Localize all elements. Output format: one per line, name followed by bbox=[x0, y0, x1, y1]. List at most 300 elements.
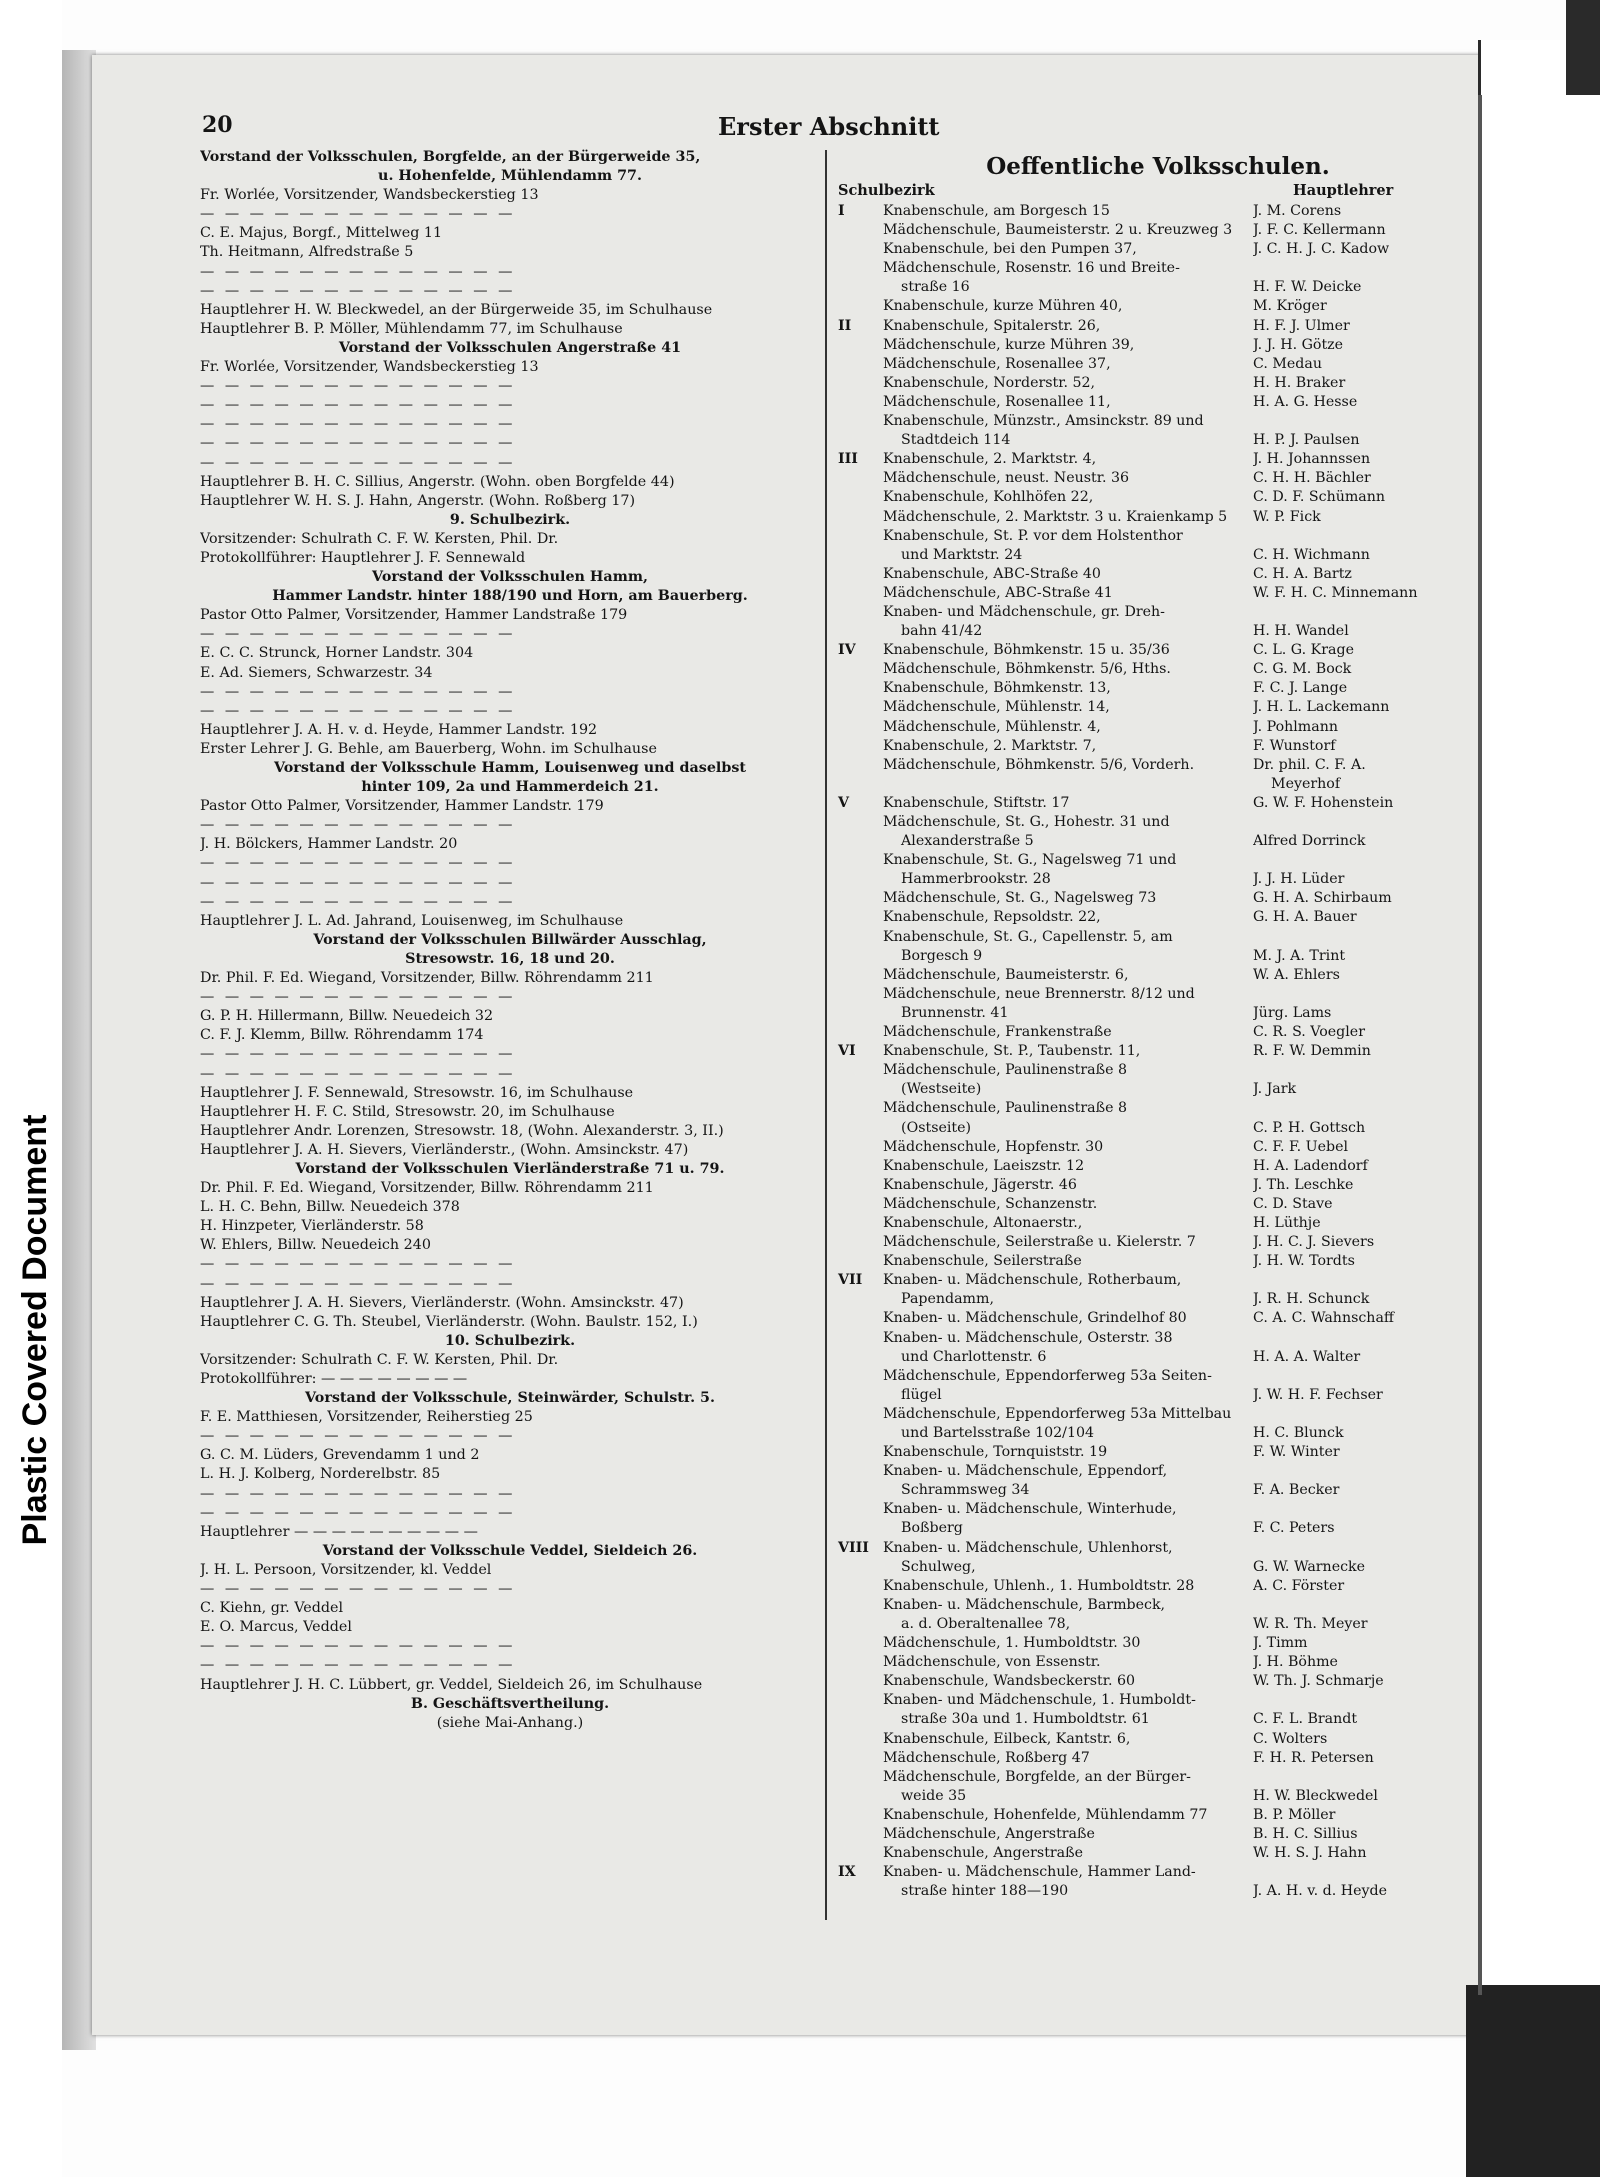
vacancy-dash-line: — — — — — — — — — — — — — bbox=[200, 397, 516, 414]
text-line: J. H. Bölckers, Hammer Landstr. 20 bbox=[200, 836, 458, 853]
school-row bbox=[838, 1787, 1438, 1806]
school-name: Mädchenschule, Rosenstr. 16 und Breite- bbox=[883, 260, 1180, 277]
text-line: Hauptlehrer J. A. H. Sievers, Vierländerstr., (Wohn. Amsinckstr. 47) bbox=[200, 1141, 689, 1158]
headteacher-name: J. J. H. Götze bbox=[1253, 336, 1344, 353]
school-name: Stadtdeich 114 bbox=[883, 432, 1011, 449]
headteacher-name: H. C. Blunck bbox=[1253, 1425, 1344, 1441]
headteacher-name: C. R. S. Voegler bbox=[1253, 1024, 1365, 1041]
school-name: Mädchenschule, Paulinenstraße 8 bbox=[883, 1062, 1128, 1079]
school-name: Mädchenschule, neue Brennerstr. 8/12 und bbox=[883, 985, 1195, 1002]
vacancy-dash-line: — — — — — — — — — — — — — bbox=[200, 1581, 516, 1598]
school-name: Knabenschule, Seilerstraße bbox=[883, 1253, 1082, 1270]
school-name: Papendamm, bbox=[883, 1291, 994, 1308]
school-name: Knabenschule, Angerstraße bbox=[883, 1845, 1084, 1862]
school-name: Knaben- u. Mädchenschule, Rotherbaum, bbox=[883, 1272, 1182, 1289]
headteacher-name: J. J. H. Lüder bbox=[1253, 871, 1345, 888]
headteacher-name: Jürg. Lams bbox=[1253, 1004, 1332, 1021]
school-row bbox=[838, 1825, 1438, 1844]
headteacher-name: W. Th. J. Schmarje bbox=[1253, 1673, 1384, 1690]
school-row bbox=[838, 1519, 1438, 1538]
headteacher-name: F. Wunstorf bbox=[1253, 737, 1336, 754]
section-heading: Vorstand der Volksschulen Angerstraße 41 bbox=[338, 339, 682, 356]
headteacher-name: M. J. A. Trint bbox=[1253, 947, 1346, 964]
school-row bbox=[838, 1863, 1438, 1882]
school-row bbox=[838, 985, 1438, 1004]
school-row bbox=[838, 1233, 1438, 1252]
text-line: G. C. M. Lüders, Grevendamm 1 und 2 bbox=[200, 1447, 480, 1464]
school-row bbox=[838, 221, 1438, 240]
school-name: Knabenschule, Laeiszstr. 12 bbox=[883, 1157, 1085, 1174]
school-name: Mädchenschule, 2. Marktstr. 3 u. Kraienkamp 5 bbox=[883, 508, 1228, 525]
vacancy-dash-line: — — — — — — — — — — — — — bbox=[200, 454, 516, 471]
text-line: C. Kiehn, gr. Veddel bbox=[200, 1600, 344, 1617]
school-name: Knabenschule, St. G., Nagelsweg 71 und bbox=[883, 852, 1177, 869]
page-number: 20 bbox=[202, 112, 233, 138]
page-edge bbox=[62, 50, 96, 2050]
school-name: straße 30a und 1. Humboldtstr. 61 bbox=[883, 1711, 1150, 1728]
school-name: Knabenschule, Wandsbeckerstr. 60 bbox=[883, 1673, 1136, 1690]
school-name: Mädchenschule, Frankenstraße bbox=[883, 1024, 1112, 1041]
school-row bbox=[838, 469, 1438, 488]
text-line: Hauptlehrer B. H. C. Sillius, Angerstr. (Wohn. oben Borgfelde 44) bbox=[200, 473, 675, 490]
vacancy-dash-line: — — — — — — — — — — — — — bbox=[200, 206, 516, 223]
school-name: Knabenschule, Hohenfelde, Mühlendamm 77 bbox=[883, 1806, 1208, 1823]
school-row bbox=[838, 1195, 1438, 1214]
school-row bbox=[838, 756, 1438, 775]
schools-header bbox=[838, 182, 1438, 202]
school-row bbox=[838, 1539, 1438, 1558]
headteacher-name: H. H. Wandel bbox=[1253, 623, 1349, 640]
school-row bbox=[838, 1481, 1438, 1500]
school-row bbox=[838, 202, 1438, 221]
vacancy-dash-line: — — — — — — — — — — — — — bbox=[200, 626, 516, 643]
school-row bbox=[838, 1252, 1438, 1271]
school-name: (Ostseite) bbox=[883, 1119, 972, 1136]
headteacher-name: J. W. H. F. Fechser bbox=[1253, 1386, 1383, 1403]
school-name: Mädchenschule, von Essenstr. bbox=[883, 1654, 1101, 1671]
school-row bbox=[838, 1080, 1438, 1099]
school-name: Knaben- u. Mädchenschule, Winterhude, bbox=[883, 1501, 1177, 1518]
school-name: Mädchenschule, St. G., Nagelsweg 73 bbox=[883, 890, 1157, 907]
headteacher-name: J. Jark bbox=[1253, 1081, 1297, 1098]
headteacher-name: R. F. W. Demmin bbox=[1253, 1043, 1371, 1060]
school-row bbox=[838, 1424, 1438, 1443]
headteacher-name: J. C. H. J. C. Kadow bbox=[1253, 241, 1390, 258]
headteacher-name: H. F. W. Deicke bbox=[1253, 279, 1362, 296]
section-heading: B. Geschäftsvertheilung. bbox=[410, 1695, 610, 1712]
text-line: W. Ehlers, Billw. Neuedeich 240 bbox=[200, 1237, 431, 1254]
school-row bbox=[838, 1214, 1438, 1233]
vacancy-dash-line: — — — — — — — — — — — — — bbox=[200, 435, 516, 452]
school-name: Knabenschule, Münzstr., Amsinckstr. 89 und bbox=[883, 413, 1204, 430]
vacancy-dash-line: — — — — — — — — — — — — — bbox=[200, 874, 516, 891]
headteacher-name: G. W. Warnecke bbox=[1253, 1558, 1366, 1575]
school-name: Mädchenschule, 1. Humboldtstr. 30 bbox=[883, 1635, 1141, 1652]
school-name: Knabenschule, Spitalerstr. 26, bbox=[883, 317, 1101, 334]
school-row bbox=[838, 851, 1438, 870]
vacancy-dash-line: — — — — — — — — — — — — — bbox=[200, 1657, 516, 1674]
school-row bbox=[838, 1749, 1438, 1768]
headteacher-name: F. H. R. Petersen bbox=[1253, 1749, 1374, 1766]
headteacher-name: C. H. A. Bartz bbox=[1253, 565, 1352, 582]
section-heading: Vorstand der Volksschule Hamm, Louisenweg und daselbst bbox=[273, 760, 747, 776]
school-row bbox=[838, 1023, 1438, 1042]
school-name: Knabenschule, Norderstr. 52, bbox=[883, 374, 1096, 391]
right-column bbox=[838, 152, 1438, 1901]
school-row bbox=[838, 412, 1438, 431]
text-line: Fr. Worlée, Vorsitzender, Wandsbeckerstieg 13 bbox=[200, 359, 539, 376]
school-row bbox=[838, 1099, 1438, 1118]
school-name: Knaben- u. Mädchenschule, Hammer Land- bbox=[883, 1864, 1196, 1881]
school-name: Alexanderstraße 5 bbox=[883, 833, 1034, 850]
column-divider bbox=[825, 150, 827, 1920]
school-row bbox=[838, 603, 1438, 622]
school-name: Knabenschule, Tornquiststr. 19 bbox=[883, 1444, 1108, 1461]
school-row bbox=[838, 546, 1438, 565]
headteacher-name: C. P. H. Gottsch bbox=[1253, 1119, 1366, 1136]
scan-dark-corner-bottom bbox=[1466, 1985, 1600, 2177]
headteacher-name: H. P. J. Paulsen bbox=[1253, 432, 1360, 449]
headteacher-name: Dr. phil. C. F. A. bbox=[1253, 756, 1366, 773]
text-line: Hauptlehrer H. F. C. Stild, Stresowstr. 20, im Schulhause bbox=[200, 1103, 615, 1120]
vacancy-dash-line: — — — — — — — — — — — — — bbox=[200, 1428, 516, 1445]
text-line: Hauptlehrer J. H. C. Lübbert, gr. Veddel, Sieldeich 26, im Schulhause bbox=[200, 1676, 703, 1693]
school-row bbox=[838, 1882, 1438, 1901]
text-line: C. F. J. Klemm, Billw. Röhrendamm 174 bbox=[200, 1027, 484, 1044]
school-name: Boßberg bbox=[883, 1520, 963, 1537]
header-district: Schulbezirk bbox=[838, 182, 935, 199]
headteacher-name: C. A. C. Wahnschaff bbox=[1253, 1310, 1394, 1327]
district-number: VII bbox=[838, 1272, 863, 1289]
headteacher-name: B. P. Möller bbox=[1253, 1806, 1336, 1823]
vacancy-dash-line: — — — — — — — — — — — — — bbox=[200, 989, 516, 1006]
page-spine bbox=[1478, 95, 1482, 1995]
section-heading: hinter 109, 2a und Hammerdeich 21. bbox=[361, 779, 659, 796]
headteacher-name: H. W. Bleckwedel bbox=[1253, 1787, 1378, 1804]
school-row bbox=[838, 527, 1438, 546]
school-row bbox=[838, 947, 1438, 966]
headteacher-name: J. H. Böhme bbox=[1253, 1654, 1338, 1671]
school-row bbox=[838, 775, 1438, 794]
school-name: Mädchenschule, Angerstraße bbox=[883, 1825, 1095, 1842]
headteacher-name: F. W. Winter bbox=[1253, 1444, 1340, 1461]
section-title: Erster Abschnitt bbox=[718, 112, 940, 141]
text-line: L. H. J. Kolberg, Norderelbstr. 85 bbox=[200, 1466, 441, 1483]
headteacher-name: W. H. S. J. Hahn bbox=[1253, 1845, 1367, 1862]
headteacher-name: C. D. F. Schümann bbox=[1253, 489, 1386, 506]
section-heading: Vorstand der Volksschule Veddel, Sieldeich 26. bbox=[322, 1542, 698, 1559]
school-row bbox=[838, 1405, 1438, 1424]
school-row bbox=[838, 641, 1438, 660]
school-row bbox=[838, 1271, 1438, 1290]
section-heading: 10. Schulbezirk. bbox=[444, 1332, 576, 1349]
school-name: Mädchenschule, ABC-Straße 41 bbox=[883, 584, 1113, 601]
school-row bbox=[838, 374, 1438, 393]
headteacher-name: J. A. H. v. d. Heyde bbox=[1253, 1883, 1387, 1900]
headteacher-name: B. H. C. Sillius bbox=[1253, 1825, 1358, 1842]
school-name: Knabenschule, ABC-Straße 40 bbox=[883, 565, 1101, 582]
vacancy-dash-line: — — — — — — — — — — — — — bbox=[200, 1275, 516, 1292]
headteacher-name: H. F. J. Ulmer bbox=[1253, 317, 1350, 334]
district-number: III bbox=[838, 451, 858, 468]
school-name: Knabenschule, am Borgesch 15 bbox=[883, 203, 1110, 219]
school-name: Mädchenschule, Baumeisterstr. 2 u. Kreuzweg 3 bbox=[883, 222, 1233, 239]
school-name: Mädchenschule, Baumeisterstr. 6, bbox=[883, 966, 1129, 983]
school-name: Knabenschule, Uhlenh., 1. Humboldtstr. 28 bbox=[883, 1577, 1195, 1594]
headteacher-name: F. C. J. Lange bbox=[1253, 680, 1348, 697]
school-name: Mädchenschule, Mühlenstr. 14, bbox=[883, 699, 1110, 716]
school-name: Knabenschule, bei den Pumpen 37, bbox=[883, 241, 1137, 258]
school-row bbox=[838, 1386, 1438, 1405]
vacancy-dash-line: — — — — — — — — — — — — — bbox=[200, 683, 516, 700]
text-line: Erster Lehrer J. G. Behle, am Bauerberg, Wohn. im Schulhause bbox=[200, 740, 657, 757]
schools-title: Oeffentliche Volksschulen. bbox=[986, 153, 1330, 180]
school-name: Knaben- u. Mädchenschule, Uhlenhorst, bbox=[883, 1539, 1173, 1556]
school-row bbox=[838, 317, 1438, 336]
school-name: Schulweg, bbox=[883, 1558, 976, 1575]
headteacher-name: J. Pohlmann bbox=[1253, 718, 1338, 735]
school-row bbox=[838, 908, 1438, 927]
school-row bbox=[838, 889, 1438, 908]
headteacher-name: G. W. F. Hohenstein bbox=[1253, 794, 1394, 811]
school-name: Knabenschule, Böhmkenstr. 15 u. 35/36 bbox=[883, 642, 1170, 659]
text-line: Hauptlehrer J. A. H. v. d. Heyde, Hammer Landstr. 192 bbox=[200, 721, 598, 738]
vacancy-dash-line: — — — — — — — — — — — — — bbox=[200, 378, 516, 395]
school-name: und Marktstr. 24 bbox=[883, 546, 1023, 563]
section-heading: Vorstand der Volksschulen, Borgfelde, an der Bürgerweide 35, bbox=[200, 149, 701, 165]
school-row bbox=[838, 1577, 1438, 1596]
text-line: E. O. Marcus, Veddel bbox=[200, 1619, 352, 1636]
section-heading: Vorstand der Volksschulen Billwärder Ausschlag, bbox=[313, 931, 707, 948]
school-row bbox=[838, 508, 1438, 527]
school-name: a. d. Oberaltenallee 78, bbox=[883, 1615, 1071, 1632]
school-name: Knabenschule, Altonaerstr., bbox=[883, 1214, 1083, 1231]
school-name: Knaben- und Mädchenschule, 1. Humboldt- bbox=[883, 1692, 1196, 1709]
headteacher-name: H. A. G. Hesse bbox=[1253, 393, 1358, 410]
text-line: Hauptlehrer B. P. Möller, Mühlendamm 77, im Schulhause bbox=[200, 320, 623, 337]
schools-list bbox=[838, 202, 1438, 1901]
headteacher-name: W. P. Fick bbox=[1253, 508, 1321, 525]
school-row bbox=[838, 1653, 1438, 1672]
school-row bbox=[838, 832, 1438, 851]
vacancy-dash-line: — — — — — — — — — — — — — bbox=[200, 282, 516, 299]
school-name: Mädchenschule, Paulinenstraße 8 bbox=[883, 1100, 1128, 1117]
headteacher-name: C. F. L. Brandt bbox=[1253, 1711, 1358, 1728]
headteacher-name: J. Timm bbox=[1253, 1635, 1308, 1652]
school-row bbox=[838, 1806, 1438, 1825]
school-name: Mädchenschule, Hopfenstr. 30 bbox=[883, 1138, 1104, 1155]
school-name: Knabenschule, St. P. vor dem Holstenthor bbox=[883, 527, 1183, 544]
district-number: VI bbox=[838, 1043, 856, 1060]
headteacher-name: J. H. Johannssen bbox=[1253, 451, 1371, 468]
school-name: Mädchenschule, kurze Mühren 39, bbox=[883, 336, 1135, 353]
school-name: weide 35 bbox=[883, 1787, 967, 1804]
school-name: Knabenschule, Eilbeck, Kantstr. 6, bbox=[883, 1730, 1131, 1747]
headteacher-name: G. H. A. Bauer bbox=[1253, 909, 1357, 926]
school-row bbox=[838, 259, 1438, 278]
school-name: Mädchenschule, Seilerstraße u. Kielerstr. 7 bbox=[883, 1234, 1196, 1251]
headteacher-name: C. G. M. Bock bbox=[1253, 661, 1352, 678]
school-row bbox=[838, 1157, 1438, 1176]
school-row bbox=[838, 431, 1438, 450]
school-row bbox=[838, 1710, 1438, 1729]
text-line: J. H. L. Persoon, Vorsitzender, kl. Veddel bbox=[200, 1561, 492, 1578]
school-name: Mädchenschule, Schanzenstr. bbox=[883, 1195, 1098, 1212]
school-name: Mädchenschule, Roßberg 47 bbox=[883, 1749, 1090, 1766]
school-row bbox=[838, 1672, 1438, 1691]
headteacher-name: C. Medau bbox=[1253, 355, 1322, 372]
school-name: Mädchenschule, Rosenallee 11, bbox=[883, 393, 1111, 410]
school-name: Knabenschule, Repsoldstr. 22, bbox=[883, 909, 1101, 926]
school-row bbox=[838, 1061, 1438, 1080]
school-name: Hammerbrookstr. 28 bbox=[883, 871, 1051, 888]
school-name: Knabenschule, Stiftstr. 17 bbox=[883, 794, 1070, 811]
vacancy-dash-line: — — — — — — — — — — — — — bbox=[200, 1485, 516, 1502]
headteacher-name: Meyerhof bbox=[1253, 775, 1341, 792]
vacancy-dash-line: — — — — — — — — — — — — — bbox=[200, 416, 516, 433]
school-row bbox=[838, 297, 1438, 316]
school-row bbox=[838, 1367, 1438, 1386]
headteacher-name: C. L. G. Krage bbox=[1253, 642, 1354, 659]
section-heading: u. Hohenfelde, Mühlendamm 77. bbox=[378, 168, 642, 185]
headteacher-name: J. H. L. Lackemann bbox=[1253, 699, 1390, 716]
school-name: Mädchenschule, Böhmkenstr. 5/6, Hths. bbox=[883, 661, 1171, 678]
text-line: Vorsitzender: Schulrath C. F. W. Kersten, Phil. Dr. bbox=[200, 530, 559, 547]
school-name: Mädchenschule, Borgfelde, an der Bürger- bbox=[883, 1768, 1191, 1785]
text-line: Dr. Phil. F. Ed. Wiegand, Vorsitzender, Billw. Röhrendamm 211 bbox=[200, 970, 654, 987]
section-heading: Stresowstr. 16, 18 und 20. bbox=[405, 950, 615, 967]
school-name: flügel bbox=[883, 1386, 942, 1403]
school-name: Borgesch 9 bbox=[883, 947, 983, 964]
text-line: G. P. H. Hillermann, Billw. Neuedeich 32 bbox=[200, 1008, 494, 1025]
school-name: Knabenschule, Jägerstr. 46 bbox=[883, 1176, 1077, 1193]
text-line: E. Ad. Siemers, Schwarzestr. 34 bbox=[200, 664, 433, 681]
vacancy-dash-line: — — — — — — — — — — — — — bbox=[200, 893, 516, 910]
district-number: VIII bbox=[838, 1539, 869, 1556]
district-number: V bbox=[838, 794, 850, 811]
school-name: Knaben- u. Mädchenschule, Grindelhof 80 bbox=[883, 1310, 1187, 1327]
headteacher-name: Alfred Dorrinck bbox=[1253, 833, 1366, 850]
school-name: Knabenschule, 2. Marktstr. 7, bbox=[883, 737, 1097, 754]
text-line: Hauptlehrer Andr. Lorenzen, Stresowstr. 18, (Wohn. Alexanderstr. 3, II.) bbox=[200, 1122, 724, 1139]
school-row bbox=[838, 1443, 1438, 1462]
text-line: Hauptlehrer — — — — — — — — — — bbox=[200, 1523, 478, 1540]
headteacher-name: G. H. A. Schirbaum bbox=[1253, 890, 1392, 907]
scan-right-margin bbox=[1478, 40, 1600, 2177]
headteacher-name: J. H. C. J. Sievers bbox=[1253, 1234, 1375, 1251]
school-name: Mädchenschule, Eppendorferweg 53a Seiten- bbox=[883, 1367, 1212, 1384]
section-heading: Vorstand der Volksschule, Steinwärder, Schulstr. 5. bbox=[305, 1390, 715, 1407]
school-row bbox=[838, 1290, 1438, 1309]
text-line: Hauptlehrer W. H. S. J. Hahn, Angerstr. (Wohn. Roßberg 17) bbox=[200, 492, 636, 509]
school-row bbox=[838, 660, 1438, 679]
headteacher-name: A. C. Förster bbox=[1253, 1577, 1345, 1594]
school-row bbox=[838, 1309, 1438, 1328]
school-row bbox=[838, 1329, 1438, 1348]
district-number: II bbox=[838, 317, 852, 334]
vacancy-dash-line: — — — — — — — — — — — — — bbox=[200, 263, 516, 280]
school-row bbox=[838, 1119, 1438, 1138]
school-row bbox=[838, 737, 1438, 756]
headteacher-name: J. M. Corens bbox=[1253, 203, 1342, 219]
headteacher-name: J. R. H. Schunck bbox=[1253, 1291, 1370, 1308]
school-row bbox=[838, 718, 1438, 737]
school-row bbox=[838, 1558, 1438, 1577]
headteacher-name: M. Kröger bbox=[1253, 298, 1327, 315]
headteacher-name: J. F. C. Kellermann bbox=[1253, 222, 1386, 239]
school-name: Brunnenstr. 41 bbox=[883, 1004, 1009, 1021]
scan-left-margin bbox=[0, 0, 62, 2177]
vacancy-dash-line: — — — — — — — — — — — — — bbox=[200, 817, 516, 834]
headteacher-name: C. F. F. Uebel bbox=[1253, 1138, 1349, 1155]
side-label: Plastic Covered Document bbox=[16, 1114, 54, 1546]
text-line: E. C. C. Strunck, Horner Landstr. 304 bbox=[200, 645, 474, 662]
school-name: Mädchenschule, Rosenallee 37, bbox=[883, 355, 1111, 372]
text-line: L. H. C. Behn, Billw. Neuedeich 378 bbox=[200, 1199, 460, 1216]
district-number: IX bbox=[838, 1864, 856, 1881]
school-row bbox=[838, 450, 1438, 469]
school-name: Mädchenschule, neust. Neustr. 36 bbox=[883, 470, 1130, 487]
school-row bbox=[838, 1615, 1438, 1634]
headteacher-name: C. H. H. Bächler bbox=[1253, 470, 1371, 487]
school-row bbox=[838, 393, 1438, 412]
text-line: Pastor Otto Palmer, Vorsitzender, Hammer Landstr. 179 bbox=[200, 798, 604, 815]
school-name: (Westseite) bbox=[883, 1081, 982, 1098]
school-row bbox=[838, 278, 1438, 297]
headteacher-name: H. H. Braker bbox=[1253, 374, 1346, 391]
text-line: Th. Heitmann, Alfredstraße 5 bbox=[200, 244, 414, 261]
headteacher-name: J. Th. Leschke bbox=[1253, 1176, 1354, 1193]
text-line: H. Hinzpeter, Vierländerstr. 58 bbox=[200, 1218, 424, 1235]
school-row bbox=[838, 966, 1438, 985]
text-line: Hauptlehrer J. L. Ad. Jahrand, Louisenweg, im Schulhause bbox=[200, 912, 624, 929]
school-row bbox=[838, 679, 1438, 698]
school-name: Knaben- und Mädchenschule, gr. Dreh- bbox=[883, 603, 1165, 620]
headteacher-name: H. A. Ladendorf bbox=[1253, 1157, 1368, 1174]
vacancy-dash-line: — — — — — — — — — — — — — bbox=[200, 1638, 516, 1655]
text-line: F. E. Matthiesen, Vorsitzender, Reiherstieg 25 bbox=[200, 1409, 533, 1426]
text-line: Fr. Worlée, Vorsitzender, Wandsbeckerstieg 13 bbox=[200, 187, 539, 204]
school-name: Knabenschule, Böhmkenstr. 13, bbox=[883, 680, 1111, 697]
school-name: Mädchenschule, Mühlenstr. 4, bbox=[883, 718, 1101, 735]
text-line: Pastor Otto Palmer, Vorsitzender, Hammer Landstraße 179 bbox=[200, 607, 628, 624]
school-name: Schrammsweg 34 bbox=[883, 1482, 1030, 1499]
headteacher-name: J. H. W. Tordts bbox=[1253, 1253, 1355, 1270]
school-row bbox=[838, 1004, 1438, 1023]
header-headteacher: Hauptlehrer bbox=[1293, 182, 1394, 199]
school-name: Mädchenschule, St. G., Hohestr. 31 und bbox=[883, 814, 1170, 830]
vacancy-dash-line: — — — — — — — — — — — — — bbox=[200, 1046, 516, 1063]
text-line: C. E. Majus, Borgf., Mittelweg 11 bbox=[200, 225, 443, 242]
school-row bbox=[838, 488, 1438, 507]
school-row bbox=[838, 1730, 1438, 1749]
school-row bbox=[838, 565, 1438, 584]
vacancy-dash-line: — — — — — — — — — — — — — bbox=[200, 1256, 516, 1273]
headteacher-name: W. R. Th. Meyer bbox=[1253, 1615, 1368, 1632]
school-row bbox=[838, 1691, 1438, 1710]
left-column bbox=[200, 148, 820, 1733]
vacancy-dash-line: — — — — — — — — — — — — — bbox=[200, 702, 516, 719]
school-name: Knaben- u. Mädchenschule, Osterstr. 38 bbox=[883, 1329, 1173, 1346]
school-name: Knabenschule, 2. Marktstr. 4, bbox=[883, 451, 1097, 468]
headteacher-name: F. C. Peters bbox=[1253, 1520, 1335, 1537]
section-heading: 9. Schulbezirk. bbox=[449, 511, 571, 528]
school-name: Knabenschule, kurze Mühren 40, bbox=[883, 298, 1123, 315]
school-name: bahn 41/42 bbox=[883, 623, 983, 640]
school-row bbox=[838, 1348, 1438, 1367]
vacancy-dash-line: — — — — — — — — — — — — — bbox=[200, 855, 516, 872]
text-line: Hauptlehrer J. A. H. Sievers, Vierländerstr. (Wohn. Amsinckstr. 47) bbox=[200, 1294, 684, 1311]
